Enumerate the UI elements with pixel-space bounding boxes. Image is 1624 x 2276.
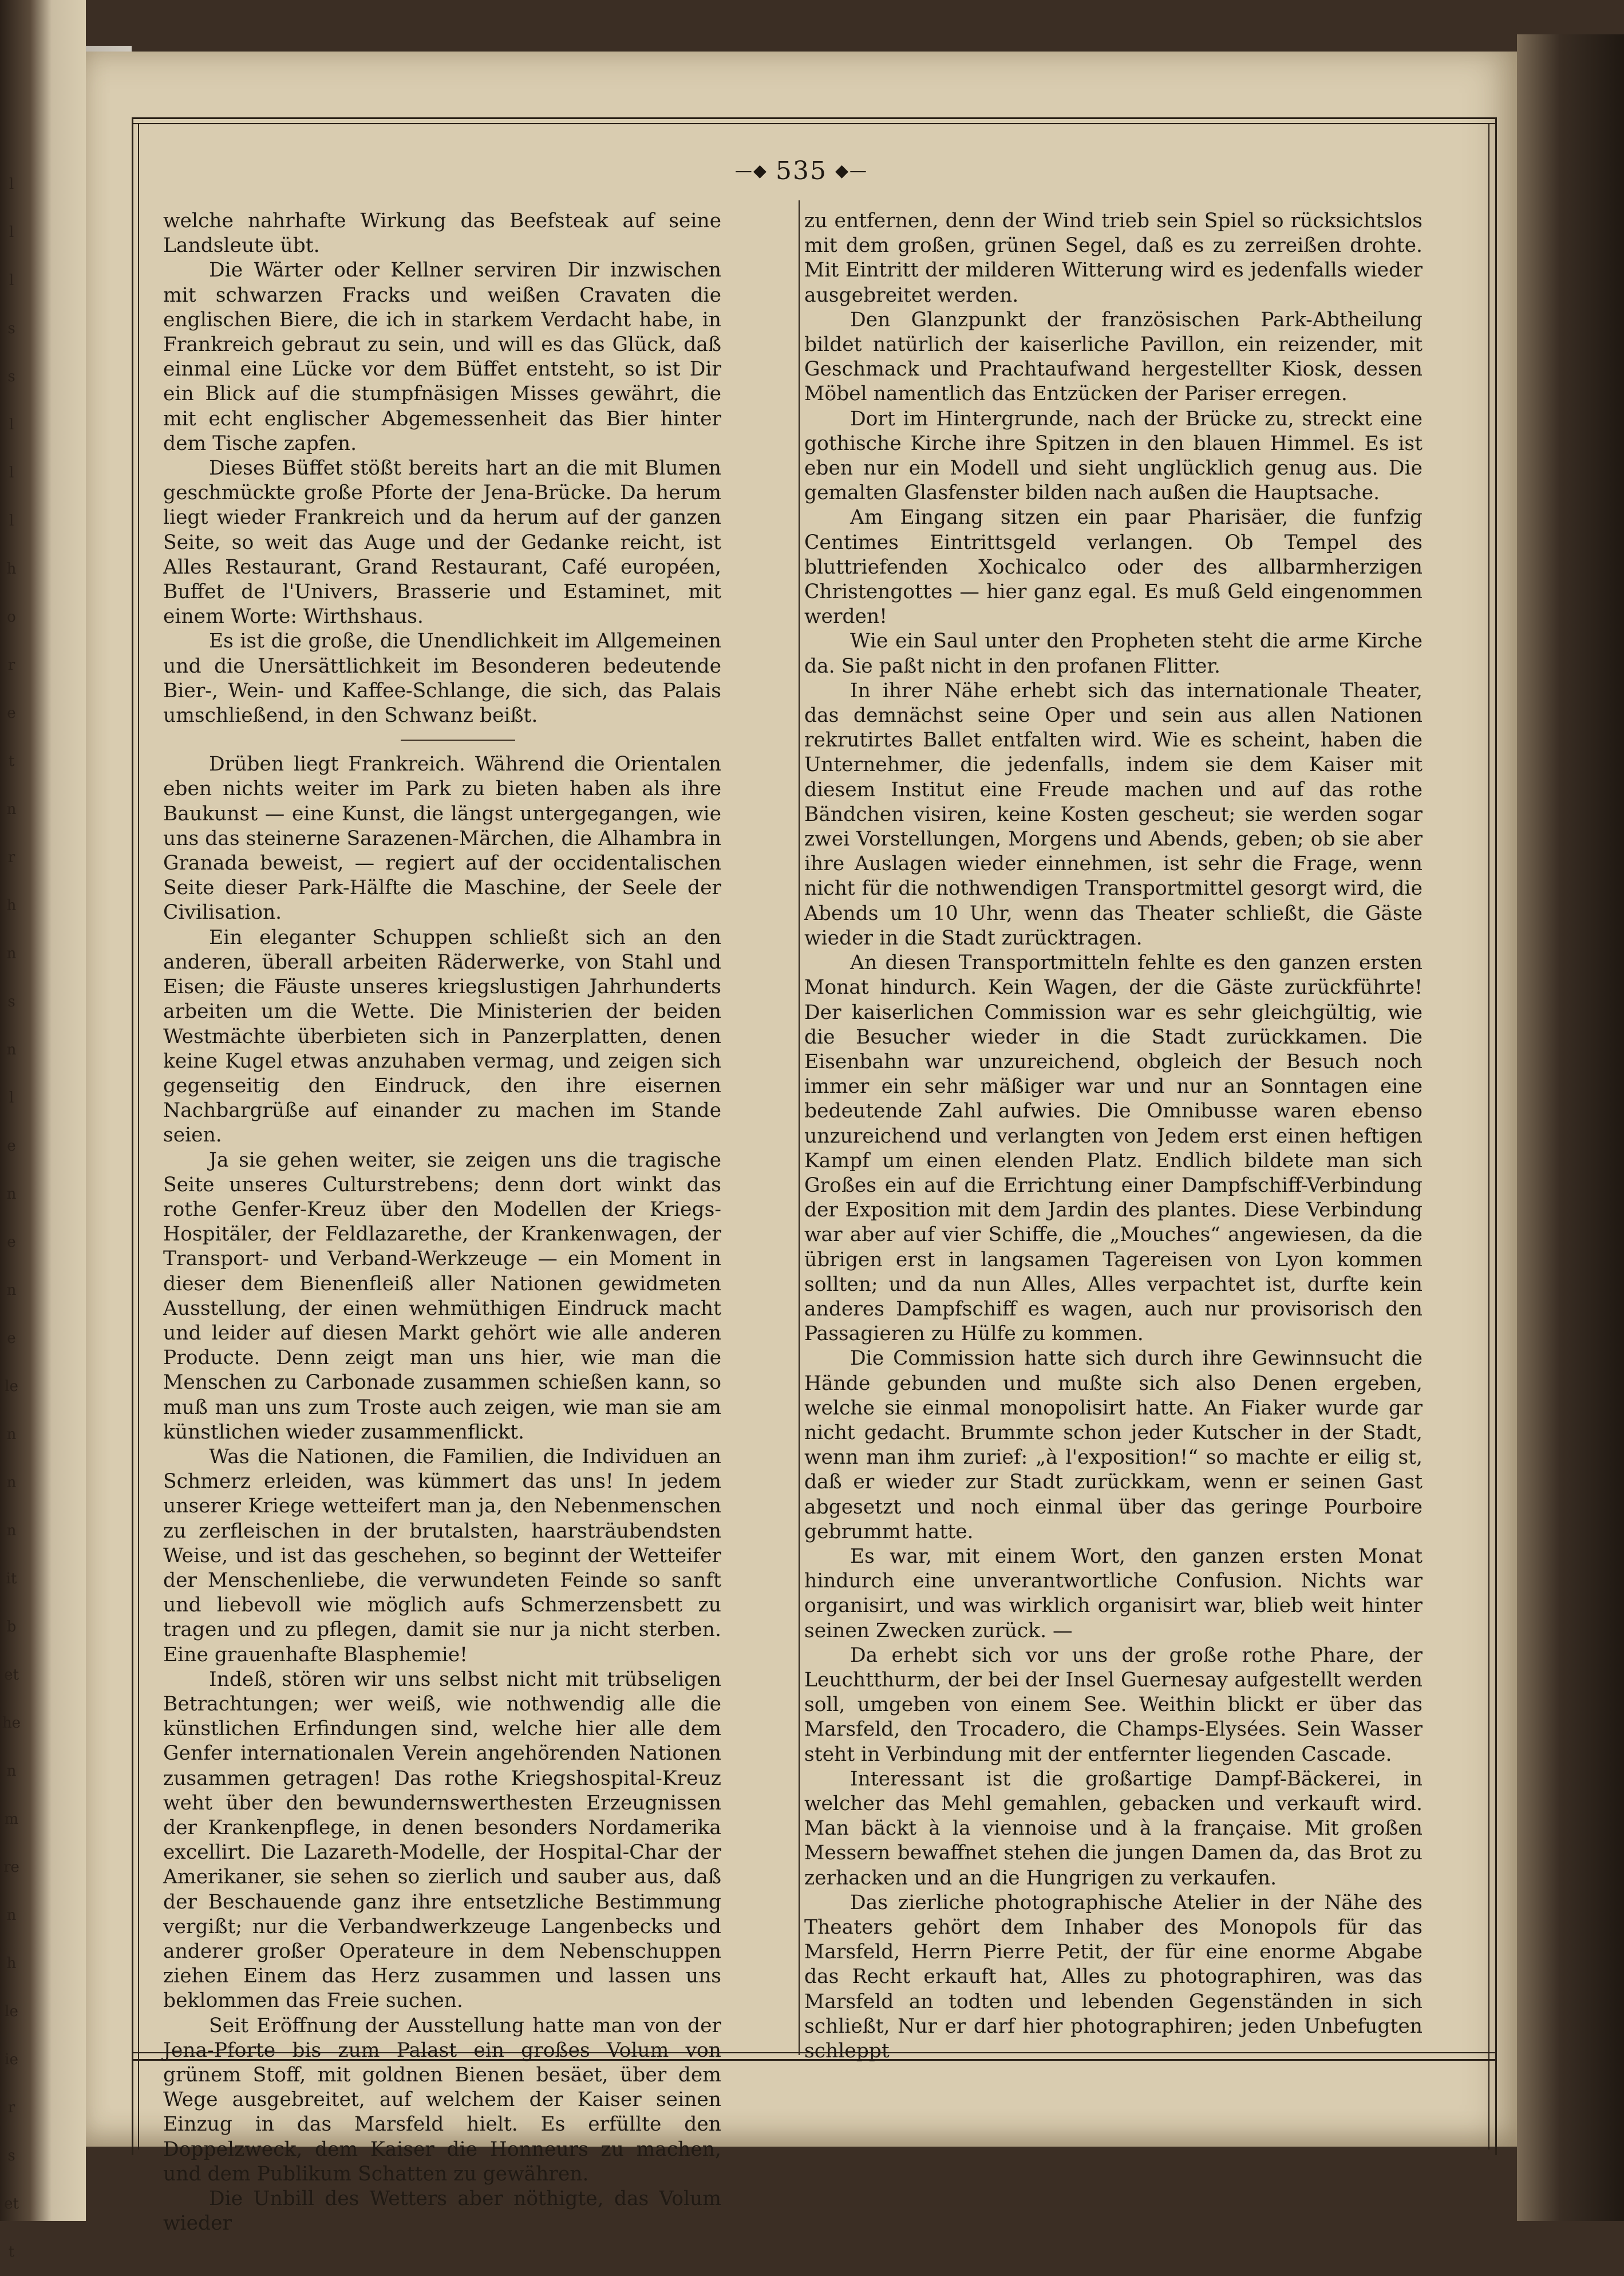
margin-fragment: le	[5, 2003, 18, 2020]
top-rule-outer	[132, 117, 1497, 119]
margin-fragment: n	[6, 945, 17, 962]
margin-fragment: t	[8, 2243, 15, 2261]
margin-fragment: n	[6, 1474, 17, 1491]
right-rule-outer	[1495, 117, 1497, 2155]
margin-fragment: l	[9, 176, 14, 193]
paragraph: Ein eleganter Schuppen schließt sich an den anderen, überall arbeiten Räderwerke, von Stahl und Eisen; die Fäuste unseres kriegslustigen Jahrhunderts arbeiten um die Wette. Die Ministerien der beiden Westmächte überbieten sich in Panzerplatten, denen keine Kugel etwas anzuhaben vermag, und zeigen sich gegenseitig den Eindruck, den ihre eisernen Nachbargrüße auf einander zu machen im Stande seien.	[163, 926, 721, 1147]
paragraph: zu entfernen, denn der Wind trieb sein Spiel so rücksichtslos mit dem großen, grünen Segel, daß es zu zerreißen drohte. Mit Eintritt der milderen Witterung wird es jedenfalls wieder ausgebreitet werden.	[804, 210, 1423, 307]
margin-fragment: n	[6, 1763, 17, 1780]
paragraph: Wie ein Saul unter den Propheten steht die arme Kirche da. Sie paßt nicht in den profanen Flitter.	[804, 630, 1423, 678]
margin-fragment: m	[4, 1811, 19, 1828]
paragraph: Die Wärter oder Kellner serviren Dir inzwischen mit schwarzen Fracks und weißen Cravaten die englischen Biere, die ich in starkem Verdacht habe, in Frankreich gebraut zu sein, und will es das Glück, daß einmal eine Lücke vor dem Büffet entsteht, so ist Dir ein Blick auf die stumpfnäsigen Misses gewährt, die mit echt englischer Abgemessenheit das Bier hinter dem Tische zapfen.	[163, 259, 721, 455]
margin-fragment: e	[7, 1330, 16, 1347]
margin-fragment: re	[3, 1859, 19, 1876]
paragraph: Interessant ist die großartige Dampf-Bäckerei, in welcher das Mehl gemahlen, gebacken und verkauft wird. Man bäckt à la viennoise und à la française. Mit großen Messern bewaffnet stehen die jungen Damen da, das Brot zu zerhacken und an die Hungrigen zu verkaufen.	[804, 1767, 1423, 1890]
section-divider	[401, 740, 515, 741]
margin-fragment: n	[6, 1282, 17, 1299]
paragraph: Drüben liegt Frankreich. Während die Orientalen eben nichts weiter im Park zu bieten haben als ihre Baukunst — eine Kunst, die längst untergegangen, wie uns das steinerne Sarazenen-Märchen, die Alhambra in Granada beweist, — regiert auf der occidentalischen Seite dieser Park-Hälfte die Maschine, der Seele der Civilisation.	[163, 753, 721, 924]
paragraph: Seit Eröffnung der Ausstellung hatte man von der Jena-Pforte bis zum Palast ein großes Volum von grünem Stoff, mit goldnen Bienen besäet, über dem Wege ausgebreitet, auf welchem der Kaiser seinen Einzug in das Marsfeld hielt. Es erfüllte den Doppelzweck, dem Kaiser die Honneurs zu machen, und dem Publikum Schatten zu gewähren.	[163, 2014, 721, 2186]
margin-fragment: he	[2, 1714, 21, 1732]
margin-fragment: l	[9, 416, 14, 433]
margin-fragment: et	[4, 1666, 19, 1684]
paragraph: Dieses Büffet stößt bereits hart an die mit Blumen geschmückte große Pforte der Jena-Brücke. Da herum liegt wieder Frankreich und da herum auf der ganzen Seite, so weit das Auge und der Gedanke reicht, ist Alles Restaurant, Grand Restaurant, Café européen, Buffet de l'Univers, Brasserie und Estaminet, mit einem Worte: Wirthshaus.	[163, 457, 721, 629]
margin-fragment: h	[6, 897, 17, 914]
paragraph: In ihrer Nähe erhebt sich das internationale Theater, das demnächst seine Oper und sein aus allen Nationen rekrutirtes Ballet entfalten wird. Wie es scheint, haben die Unternehmer, die jedenfalls, indem sie dem Kaiser mit diesem Institut eine Freude machen und auf das rothe Bändchen visiren, keine Kosten gescheut; sie werden sogar zwei Vorstellungen, Morgens und Abends, geben; ob sie aber ihre Auslagen wieder einnehmen, ist sehr die Frage, wenn nicht für die nothwendigen Transportmittel gesorgt wird, die Abends um 10 Uhr, wenn das Theater schließt, die Gäste wieder in die Stadt zurücktragen.	[804, 679, 1423, 950]
paragraph: Es ist die große, die Unendlichkeit im Allgemeinen und die Unersättlichkeit im Besonderen bedeutende Bier-, Wein- und Kaffee-Schlange, die sich, das Palais umschließend, in den Schwanz beißt.	[163, 630, 721, 728]
paragraph: Die Unbill des Wetters aber nöthigte, das Volum wieder	[163, 2187, 721, 2235]
left-column	[163, 209, 721, 2236]
margin-fragment: l	[9, 464, 14, 481]
margin-fragment: n	[6, 1907, 17, 1924]
margin-fragment: s	[7, 320, 15, 337]
paragraph: Den Glanzpunkt der französischen Park-Abtheilung bildet natürlich der kaiserliche Pavillon, ein reizender, mit Geschmack und Prachtaufwand hergestellter Kiosk, dessen Möbel namentlich das Entzücken der Pariser erregen.	[804, 308, 1423, 406]
margin-fragment: l	[9, 512, 14, 530]
margin-fragment: e	[7, 1137, 16, 1155]
margin-fragment: s	[7, 2147, 15, 2164]
margin-fragment: ie	[5, 2051, 18, 2068]
margin-fragment: n	[6, 1041, 17, 1058]
top-rule-inner	[132, 123, 1497, 124]
margin-fragment: e	[7, 1234, 16, 1251]
column-divider	[799, 200, 800, 2055]
margin-fragment: b	[6, 1618, 17, 1635]
paragraph: Dort im Hintergrunde, nach der Brücke zu, streckt eine gothische Kirche ihre Spitzen in den blauen Himmel. Es ist eben nur ein Modell und sieht unglücklich genug aus. Die gemalten Glasfenster bilden nach außen die Hauptsache.	[804, 407, 1423, 505]
book-cover-edge	[1517, 34, 1624, 2221]
paragraph: Das zierliche photographische Atelier in der Nähe des Theaters gehört dem Inhaber des Monopols für das Marsfeld, Herrn Pierre Petit, der für eine enorme Abgabe das Recht erkauft hat, Alles zu photographiren, was das Marsfeld an todten und lebenden Gegenständen in sich schließt, Nur er darf hier photographiren; jeden Unbefugten schleppt	[804, 1891, 1423, 2063]
paragraph: Da erhebt sich vor uns der große rothe Phare, der Leuchtthurm, der bei der Insel Guernesay aufgestellt werden soll, umgeben von einem See. Weithin blickt er über das Marsfeld, den Trocadero, die Champs-Elysées. Sein Wasser steht in Verbindung mit der entfernter liegenden Cascade.	[804, 1643, 1423, 1766]
left-ornament-icon: —◆	[734, 160, 768, 181]
margin-fragment: n	[6, 801, 17, 818]
margin-fragment: l	[9, 272, 14, 289]
paragraph: Was die Nationen, die Familien, die Individuen an Schmerz erleiden, was kümmert das uns! In jedem unserer Kriege wetteifert man ja, den Nebenmenschen zu zerfleischen in der brutalsten, haarsträubendsten Weise, und ist das geschehen, so beginnt der Wetteifer der Menschenliebe, die verwundeten Feinde so sanft und liebevoll wie möglich aufs Schmerzensbett zu tragen und zu pflegen, damit sie nur ja nicht sterben. Eine grauenhafte Blasphemie!	[163, 1445, 721, 1666]
page-header	[698, 153, 904, 188]
margin-fragment: l	[9, 1089, 14, 1107]
previous-page-fragments	[0, 160, 23, 2276]
margin-fragment: et	[4, 2195, 19, 2212]
margin-fragment: r	[7, 849, 15, 866]
margin-fragment: r	[7, 2099, 15, 2116]
margin-fragment: le	[5, 1378, 18, 1395]
left-rule-outer	[132, 117, 133, 2155]
margin-fragment: t	[8, 753, 15, 770]
paragraph: Die Commission hatte sich durch ihre Gewinnsucht die Hände gebunden und mußte sich also Denen ergeben, welche sie einmal monopolisirt hatte. An Fiaker wurde gar nicht gedacht. Brummte schon jeder Kutscher in der Stadt, wenn man ihm zurief: „à l'exposition!“ so machte er eilig st, daß er wieder zur Stadt zurückkam, wenn er seinen Gast abgesetzt und noch einmal über das geringe Pourboire gebrummt hatte.	[804, 1347, 1423, 1543]
right-column	[804, 209, 1423, 2064]
margin-fragment: n	[6, 1426, 17, 1443]
left-rule-inner	[138, 123, 139, 2149]
paragraph: An diesen Transportmitteln fehlte es den ganzen ersten Monat hindurch. Kein Wagen, der die Gäste zurückführte! Der kaiserlichen Commission war es sehr gleichgültig, wie die Besucher wieder in die Stadt zurückkamen. Die Eisenbahn war unzureichend, obgleich der Besuch noch immer ein sehr mäßiger war und nur an Sonntagen eine bedeutende Zahl aufwies. Die Omnibusse waren ebenso unzureichend und verlangten von Jedem erst einen heftigen Kampf um einen elenden Platz. Endlich bildete man sich Großes ein auf die Errichtung einer Dampfschiff-Verbindung der Exposition mit dem Jardin des plantes. Diese Verbindung war aber auf vier Schiffe, die „Mouches“ angewiesen, da die übrigen erst in langsamen Tagereisen von Lyon kommen sollten; und da nun Alles, Alles verpachtet ist, durfte kein anderes Dampfschiff es wagen, auch nur provisorisch den Passagieren zu Hülfe zu kommen.	[804, 951, 1423, 1346]
margin-fragment: n	[6, 1186, 17, 1203]
paragraph: Indeß, stören wir uns selbst nicht mit trübseligen Betrachtungen; wer weiß, wie nothwendig alle die künstlichen Erfindungen sind, welche hier alle dem Genfer internationalen Verein angehörenden Nationen zusammen getragen! Das rothe Kriegshospital-Kreuz weht über den bewundernswerthesten Erzeugnissen der Krankenpflege, in denen besonders Nordamerika excellirt. Die Lazareth-Modelle, der Hospital-Char der Amerikaner, sie sehen so zierlich und sauber aus, daß der Beschauende ganz ihre entsetzliche Bestimmung vergißt; nur die Verbandwerkzeuge Langenbecks und anderer großer Operateure in dem Nebenschuppen ziehen Einem das Herz zusammen und lassen uns beklommen das Freie suchen.	[163, 1668, 721, 2013]
paragraph: Es war, mit einem Wort, den ganzen ersten Monat hindurch eine unverantwortliche Confusion. Nichts war organisirt, und was wirklich organisirt war, blieb weit hinter seinen Zwecken zurück. —	[804, 1544, 1423, 1642]
right-rule-inner	[1488, 123, 1489, 2149]
margin-fragment: h	[6, 560, 17, 578]
margin-fragment: e	[7, 705, 16, 722]
margin-fragment: s	[7, 993, 15, 1010]
paragraph: welche nahrhafte Wirkung das Beefsteak auf seine Landsleute übt.	[163, 210, 721, 258]
margin-fragment: s	[7, 368, 15, 385]
margin-fragment: n	[6, 1522, 17, 1539]
margin-fragment: r	[7, 657, 15, 674]
margin-fragment: o	[7, 608, 16, 626]
right-ornament-icon: ◆—	[835, 160, 868, 181]
margin-fragment: l	[9, 224, 14, 241]
paragraph: Am Eingang sitzen ein paar Pharisäer, die funfzig Centimes Eintrittsgeld verlangen. Ob Tempel des bluttriefenden Xochicalco oder des allbarmherzigen Christengottes — hier ganz egal. Es muß Geld eingenommen werden!	[804, 506, 1423, 629]
margin-fragment: h	[6, 1955, 17, 1972]
page-number: 535	[776, 156, 827, 185]
paragraph: Ja sie gehen weiter, sie zeigen uns die tragische Seite unseres Culturstrebens; denn dort winkt das rothe Genfer-Kreuz über den Modellen der Kriegs-Hospitäler, der Feldlazarethe, der Krankenwagen, der Transport- und Verband-Werkzeuge — ein Moment in dieser dem Bienenfleiß aller Nationen gewidmeten Ausstellung, der einen wehmüthigen Eindruck macht und leider auf diesen Markt gehört wie alle anderen Producte. Denn zeigt man uns hier, wie man die Menschen zu Carbonade zusammen schießen kann, so muß man uns zum Troste auch zeigen, wie man sie am künstlichen wieder zusammenflickt.	[163, 1148, 721, 1444]
margin-fragment: it	[6, 1570, 17, 1587]
